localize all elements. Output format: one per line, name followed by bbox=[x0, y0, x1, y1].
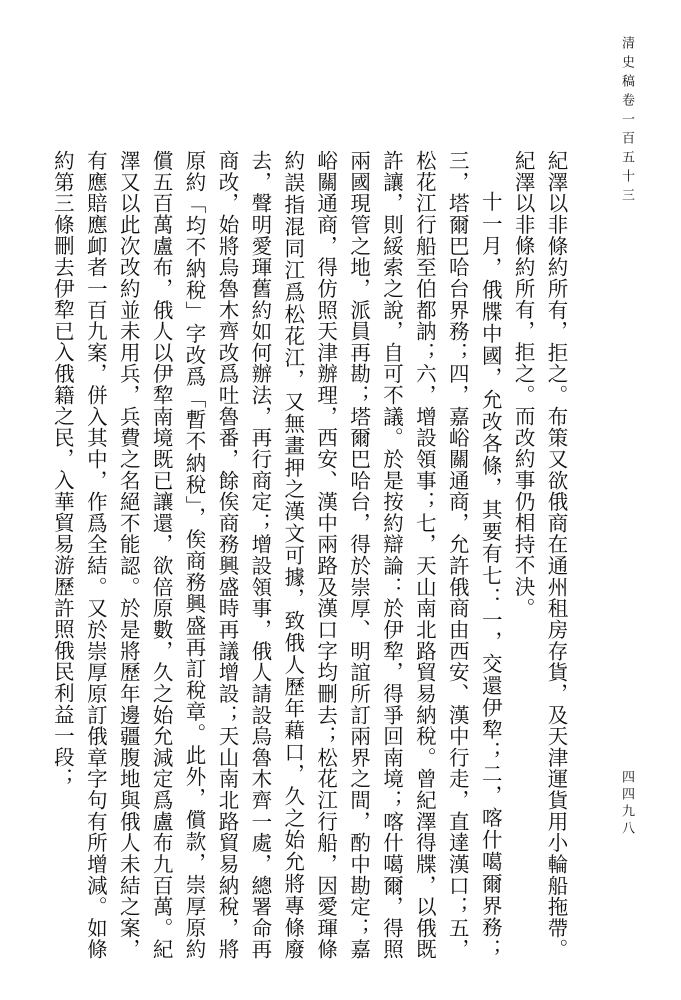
paragraph-2: 十一月，俄牒中國，允改各條，其要有七：一，交還伊犂；二，喀什噶爾界務；三，塔爾巴哈台界務；四，嘉峪關通商，允許俄商由西安、漢中行走，直達漢口；五，松花江行船至伯都訥；六，增設領事；七，天山南北路貿易納稅。曾紀澤得牒，以俄既許讓，則綏索之說，自可不議。於是按約辯論：於伊犂，得爭回南境；喀什噶爾，得照兩國現管之地，派員再勘；塔爾巴哈台，得於崇厚、明誼所訂兩界之間，酌中勘定；嘉峪關通商，得仿照天津辦理，西安、漢中兩路及漢口字均刪去；松花江行船，因愛琿條約誤指混同江爲松花江，又無畫押之漢文可據，致俄人歷年藉口，久之始允將專條廢去，聲明愛琿舊約如何辦法，再行商定；增設領事，俄人請設烏魯木齊一處，總署命再商改，始將烏魯木齊改爲吐魯番，餘俟商務興盛時再議增設；天山南北路貿易納稅，將原約「均不納稅」字改爲「暫不納稅」，俟商務興盛再訂稅章。此外，償款，崇厚原約償五百萬盧布，俄人以伊犂南境既已讓還，欲倍原數，久之始允減定爲盧布九百萬。紀澤又以此次改約並未用兵，兵費之名絕不能認。於是將歷年邊疆腹地與俄人未結之案，有應賠應卹者一百九案，併入其中，作爲全結。又於崇厚原訂俄章字句有所增減。如條約第三條刪去伊犂已入俄籍之民，入華貿易游歷許照俄民利益一段； bbox=[50, 150, 503, 960]
paragraph-1: 紀澤以非條約所有，拒之。布策又欲俄商在通州租房存貨，及天津運貨用小輪船拖帶。紀澤以非條約所有，拒之。而改約事仍相持不決。 bbox=[511, 150, 568, 960]
page-number: 四四九八 bbox=[619, 770, 634, 838]
running-header: 清史稿卷一百五十三 bbox=[619, 36, 634, 207]
body-text bbox=[50, 150, 572, 960]
